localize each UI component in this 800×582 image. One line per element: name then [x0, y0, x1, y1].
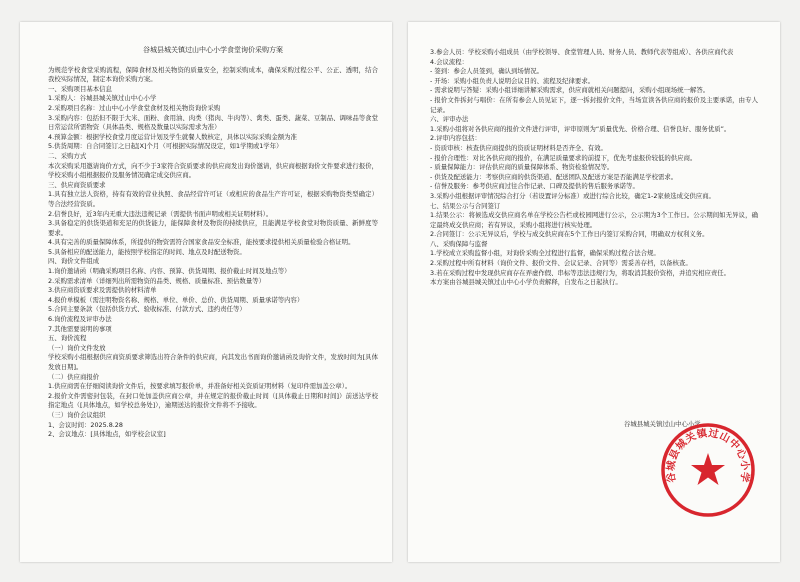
left-paragraph: 4.具有完善的质量保障体系，所提供的物资需符合国家食品安全标准，能按要求提供相关质量检验合格证明。	[48, 238, 355, 247]
left-paragraph: （三）询价会议组织	[48, 410, 106, 419]
right-paragraph: - 需求说明与答疑：采购小组详细讲解采购需求，供应商就相关问题提问，采购小组现场统一解答。	[430, 86, 710, 95]
left-paragraph: 7.其他需要说明的事项	[48, 324, 112, 333]
left-paragraph: 3.供应商资质要求及需提供的材料清单	[48, 286, 157, 295]
left-paragraph: 为规范学校食堂采购流程，保障食材及相关物资的质量安全，控制采购成本，确保采购过程公平、公正、透明，结合我校实际情况，制定本询价采购方案。	[48, 65, 378, 84]
left-paragraph: 6.询价流程及评审办法	[48, 315, 112, 324]
left-paragraph: 一、采购项目基本信息	[48, 84, 112, 93]
left-paragraph: 五、询价流程	[48, 334, 87, 343]
left-paragraph: 5.具备相应的配送能力，能按照学校指定的时间、地点及时配送物资。	[48, 247, 246, 256]
left-paragraph: 三、供应商资质要求	[48, 180, 106, 189]
svg-text:谷城县城关镇过山中心小学: 谷城县城关镇过山中心小学	[665, 428, 751, 484]
right-paragraph: - 签到：参会人员签到，确认到场情况。	[430, 67, 543, 76]
left-paragraph: 1.采购人：谷城县城关镇过山中心小学	[48, 94, 157, 103]
document-title: 谷城县城关镇过山中心小学食堂询价采购方案	[143, 46, 283, 54]
left-paragraph: 2、会议地点：[具体地点，如学校会议室]	[48, 430, 166, 439]
left-paragraph: 2.报价文件需密封包装，在封口处加盖供应商公章，并在规定的报价截止时间（[具体截止日期和时间]）前送达学校指定地点（[具体地点，如学校总务处]），逾期送达的报价文件将不予接收。	[48, 391, 378, 410]
signature-text: 谷城县城关镇过山中心小学	[624, 420, 701, 428]
left-paragraph: 5.合同主要条款（包括供货方式、验收标准、付款方式、违约责任等）	[48, 305, 246, 314]
left-paragraph: 本次采购采用邀请询价方式，向不少于3家符合资质要求的供应商发出询价邀请，供应商根据询价文件要求进行报价，学校采购小组根据报价及服务情况确定成交供应商。	[48, 161, 378, 180]
right-paragraph: 3.采购小组根据评审情况综合打分（若设置评分标准）或进行综合比较，确定1-2家候选成交供应商。	[430, 191, 715, 200]
right-paragraph: - 供货及配送能力：考察供应商的供货渠道、配送团队及配送方案是否能满足学校需求。	[430, 172, 678, 181]
left-paragraph: 2.采购项目名称：过山中心小学食堂食材及相关物资询价采购	[48, 103, 221, 112]
right-paragraph: 1.学校成立采购监督小组，对询价采购全过程进行监督，确保采购过程合法合规。	[430, 249, 660, 258]
left-page-content	[48, 46, 378, 440]
left-paragraph: 2.采购需求清单（详细列出所需物资的品类、规格、质量标准、预估数量等）	[48, 276, 265, 285]
left-paragraph: 5.供货周期：自合同签订之日起[X]个月（可根据实际情况设定，如1学期或1学年）	[48, 142, 283, 151]
left-paragraph: 3.具备稳定的供货渠道和充足的供货能力，能保障食材及物资的持续供应，且能满足学校食堂对物资质量、新鲜度等要求。	[48, 219, 378, 237]
left-paragraph: 1、会议时间：2025.8.28	[48, 420, 123, 429]
left-page-body	[48, 66, 378, 440]
right-paragraph: 1.结果公示：将候选成交供应商名单在学校公告栏或校园网进行公示，公示期为3个工作日。公示期间如无异议，确定最终成交供应商；若有异议，采购小组将进行核实处理。	[430, 211, 758, 229]
left-paragraph: 1.询价邀请函（明确采购项目名称、内容、预算、供货周期、报价截止时间及地点等）	[48, 267, 291, 276]
right-paragraph: - 信誉及服务：参考供应商过往合作记录、口碑及提供的售后服务承诺等。	[430, 182, 639, 191]
left-paragraph: 4.报价单模板（需注明物资名称、规格、单位、单价、总价、供货周期、质量承诺等内容）	[48, 295, 304, 304]
left-paragraph: 2.信誉良好，近3年内无重大违法违规记录（需提供书面声明或相关证明材料）。	[48, 209, 273, 218]
right-paragraph: 七、结果公示与合同签订	[430, 201, 501, 210]
right-paragraph: 4.会议流程：	[430, 57, 469, 66]
right-paragraph: - 开场：采购小组负责人说明会议目的、流程及纪律要求。	[430, 76, 595, 85]
left-paragraph: 4.预算金额：根据学校食堂月度运营计划及学生就餐人数核定，具体以实际采购金额为准	[48, 132, 297, 141]
right-page-content	[430, 48, 758, 288]
left-paragraph: 学校采购小组根据供应商资质要求筛选出符合条件的供应商，向其发出书面询价邀请函及询价文件，发放时间为[具体发放日期]。	[48, 353, 378, 371]
right-paragraph: 2.合同签订：公示无异议后，学校与成交供应商在5个工作日内签订采购合同，明确双方权利义务。	[430, 230, 709, 239]
right-paragraph: - 报价合理性：对比各供应商的报价，在满足质量要求的前提下，优先考虑报价较低的供应商。	[430, 153, 697, 162]
left-paragraph: 二、采购方式	[48, 151, 87, 160]
document-page-right	[408, 22, 780, 562]
document-page-left	[20, 22, 392, 562]
left-paragraph: 四、询价文件组成	[48, 257, 100, 266]
right-page-body	[430, 48, 758, 288]
official-seal-icon	[658, 420, 758, 520]
right-paragraph: - 报价文件拆封与唱价：在所有参会人员见证下，逐一拆封报价文件，当场宣读各供应商的报价及主要承诺，由专人记录。	[430, 95, 758, 114]
left-paragraph: 3.采购内容：包括但不限于大米、面粉、食用油、肉类（猪肉、牛肉等）、禽类、蛋类、蔬菜、豆制品、调味品等食堂日常运营所需物资（具体品类、规格及数量以实际需求为准）	[48, 113, 378, 132]
right-paragraph: 本方案由谷城县城关镇过山中心小学负责解释，自发布之日起执行。	[430, 278, 622, 287]
right-paragraph: - 资质审核：核查供应商提供的资质证明材料是否齐全、有效。	[430, 143, 607, 152]
left-paragraph: 1.供应商需在仔细阅读询价文件后，按要求填写报价单，并准备好相关资质证明材料（复印件需加盖公章）。	[48, 382, 352, 391]
left-paragraph: （一）询价文件发放	[48, 343, 106, 352]
right-paragraph: 1.采购小组将对各供应商的报价文件进行评审，评审原则为“质量优先、价格合理、信誉良好、服务优质”。	[430, 124, 731, 133]
right-paragraph: 3.参会人员：学校采购小组成员（由学校领导、食堂管理人员、财务人员、教师代表等组成）、各供应商代表	[430, 48, 734, 56]
right-paragraph: 2.评审内容包括：	[430, 134, 481, 143]
right-paragraph: 2.采购过程中所有材料（询价文件、报价文件、会议记录、合同等）需妥善存档，以备核查。	[430, 259, 692, 268]
right-paragraph: - 质量保障能力：评估供应商的质量保障体系、物资检验情况等。	[430, 163, 614, 172]
right-paragraph: 六、评审办法	[430, 115, 469, 124]
right-paragraph: 3.若在采购过程中发现供应商存在弄虚作假、串标等违法违规行为，将取消其报价资格，并追究相应责任。	[430, 268, 731, 277]
right-paragraph: 八、采购保障与监督	[430, 239, 488, 248]
left-paragraph: 1.具有独立法人资格，持有有效的营业执照、食品经营许可证（或相应的食品生产许可证，根据采购物资类型确定）等合法经营资质。	[48, 190, 378, 208]
left-paragraph: （二）供应商报价	[48, 372, 100, 381]
